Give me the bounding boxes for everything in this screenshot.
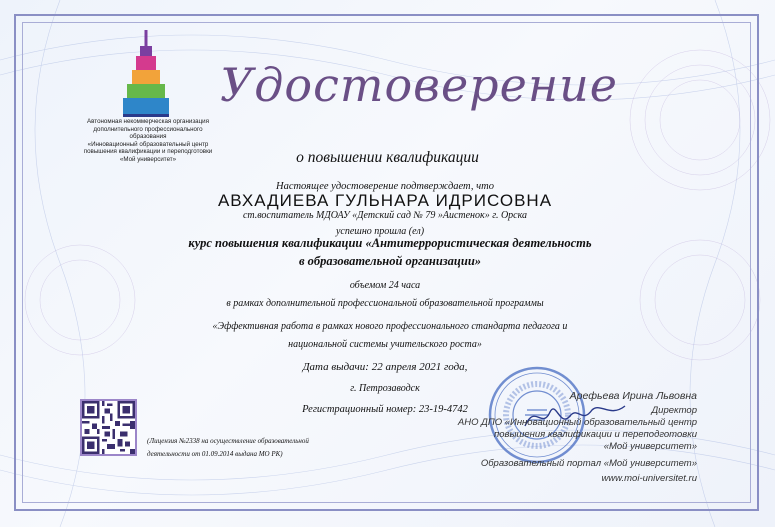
org-name-line: дополнительного профессионального образования [93,125,203,141]
recipient-name: АВХАДИЕВА ГУЛЬНАРА ИДРИСОВНА [217,191,553,210]
license-note [147,435,309,461]
issue-date: Дата выдачи: 22 апреля 2021 года, [302,361,468,373]
course-title-line1: курс повышения квалификации «Антитеррористическая деятельность [188,236,592,250]
confirmation-text: Настоящее удостоверение подтверждает, что [275,181,494,192]
recipient-position: ст.воспитатель МДОАУ «Детский сад № 79 »Аистенок» г. Орска [242,210,528,221]
qr-code-icon [80,399,137,456]
course-hours: объемом 24 часа [349,280,421,291]
org-name-line: повышения квалификации и переподготовки [83,148,213,156]
license-line: деятельности от 01.09.2014 выдана МО РК) [147,450,283,458]
signatory-title: Директор [651,405,697,416]
completed-text: успешно прошла (ел) [335,226,425,237]
course-title-line2: в образовательной организации» [298,254,482,268]
issue-city: г. Петрозаводск [350,383,420,394]
org-name-line: «Инновационный образовательный центр [87,140,209,148]
program-name-line1: «Эффективная работа в рамках нового профессионального стандарта педагога и [212,321,568,332]
signatory-org-line3: «Мой университет» [603,441,697,452]
certificate-title: Удостоверение [220,58,618,112]
registration-number: Регистрационный номер: 23-19-4742 [302,404,468,415]
program-intro: в рамках дополнительной профессиональной образовательной программы [226,298,544,309]
license-line: (Лицензия №2338 на осуществление образовательной [147,437,309,445]
portal-name: Образовательный портал «Мой университет» [480,458,697,469]
program-name-line2: национальной системы учительского роста» [288,339,482,350]
organization-name [82,118,214,164]
website-link[interactable]: www.moi-universitet.ru [601,473,697,484]
skyscraper-logo-icon [121,30,171,120]
org-name-line: Автономная некоммерческая организация [87,118,209,125]
certificate-subtitle: о повышении квалификации [296,149,479,166]
org-name-line: «Мой университет» [119,155,177,163]
signatory-org-line1: АНО ДПО «Инновационный образовательный центр [457,417,697,428]
signatory-org-line2: повышения квалификации и переподготовки [494,429,697,440]
signatory-name: Арефьева Ирина Львовна [569,390,697,402]
